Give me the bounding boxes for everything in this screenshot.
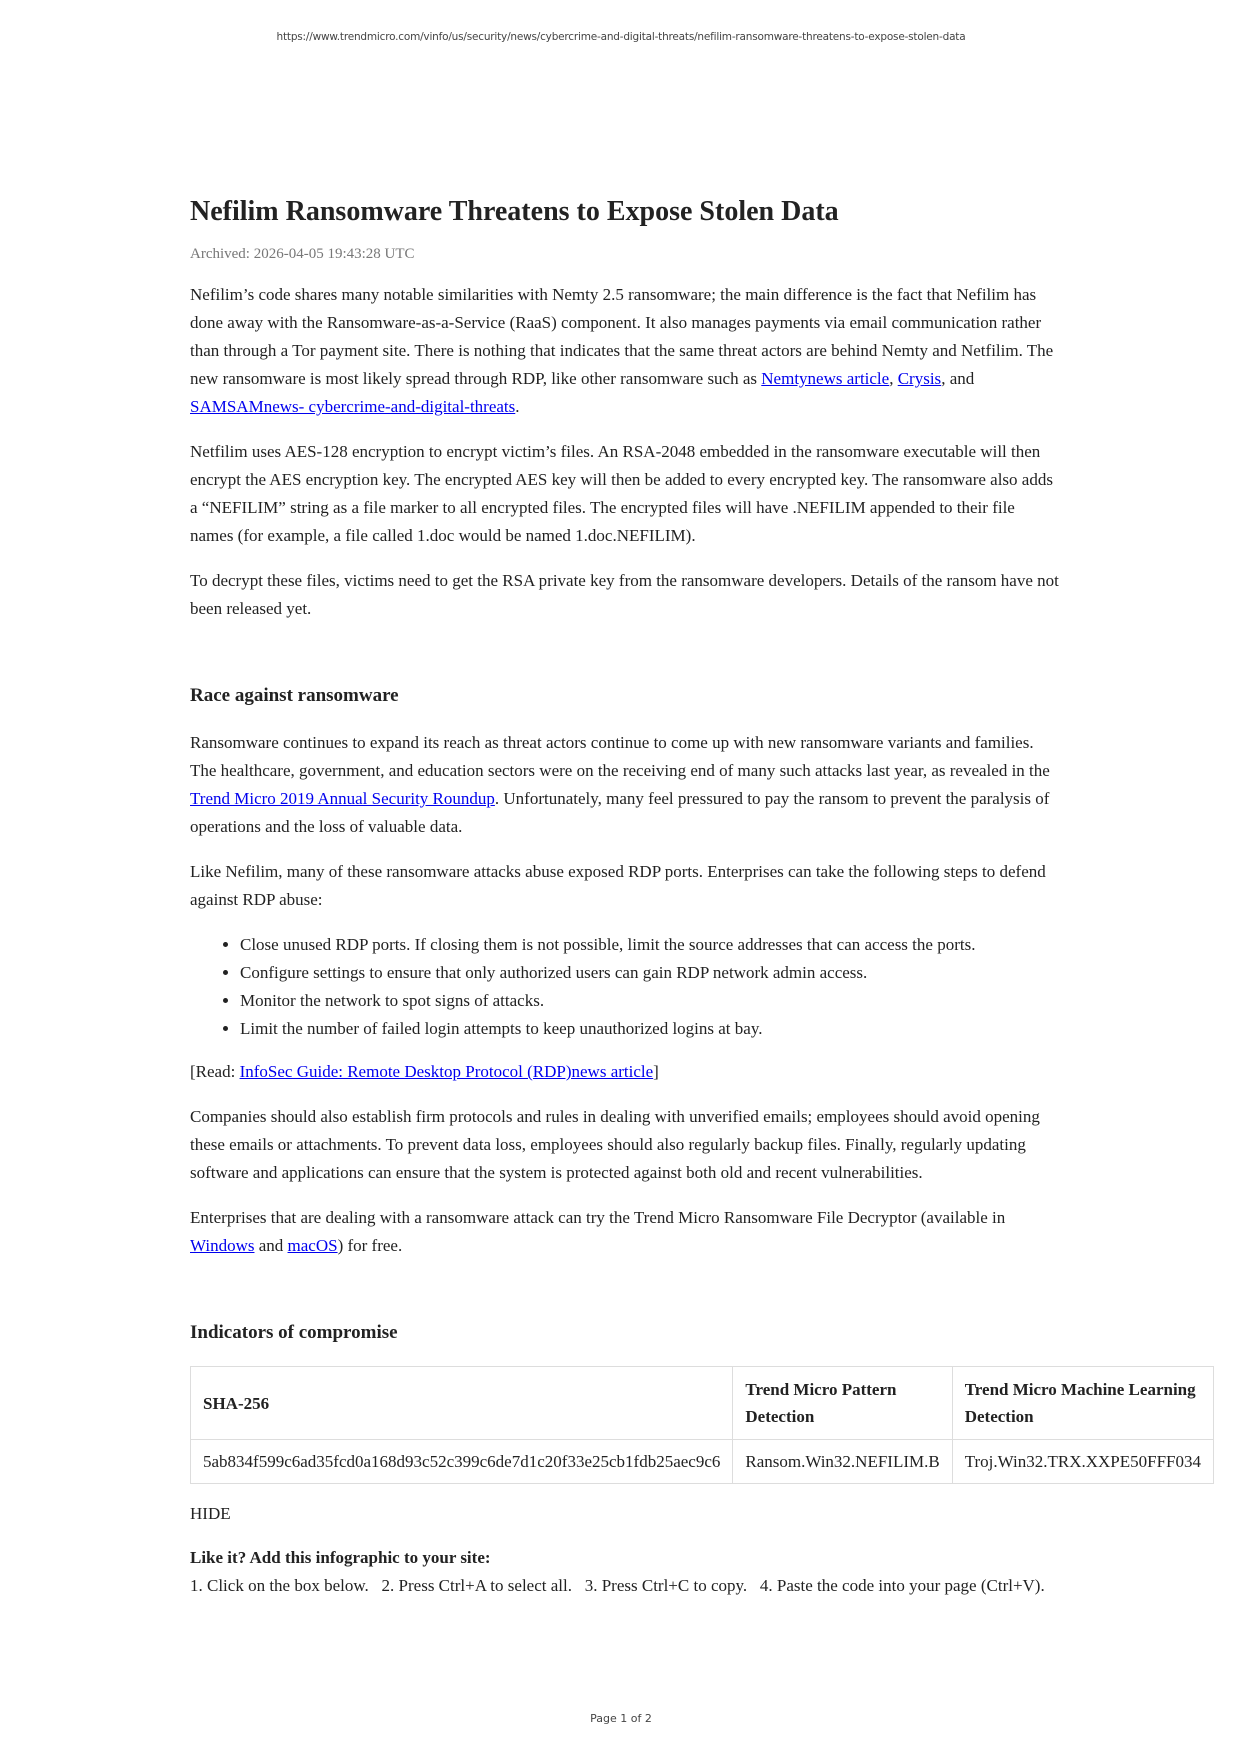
paragraph-text: Enterprises that are dealing with a ransomware attack can try the Trend Micro Ransomware File Decryptor (available in (190, 1208, 1006, 1227)
separator: , (889, 369, 898, 388)
macos-link[interactable]: macOS (287, 1236, 338, 1255)
separator: , and (941, 369, 975, 388)
list-item: • Close unused RDP ports. If closing them is not possible, limit the source addresses that can access the ports. (240, 931, 1060, 959)
article (190, 196, 1201, 1617)
cell-pattern-detection: Ransom.Win32.NEFILIM.B (733, 1440, 952, 1484)
paragraph-decrypt: To decrypt these files, victims need to get the RSA private key from the ransomware developers. Details of the ransom have not been released yet. (190, 571, 1059, 618)
samsam-link[interactable]: SAMSAMnews- cybercrime-and-digital-threats (190, 397, 516, 416)
paragraph-text: . Unfortunately, many feel pressured to pay the ransom to prevent the paralysis of operations and the loss of valuable data. (190, 789, 1050, 836)
header-ml-detection: Trend Micro Machine Learning Detection (952, 1367, 1213, 1440)
windows-link[interactable]: Windows (190, 1236, 255, 1255)
paragraph-text: Nefilim’s code shares many notable similarities with Nemty 2.5 ransomware; the main difference is the fact that Nefilim has done away with the Ransomware-as-a-Service (RaaS) component. It also manages payments via email communication rather than through a Tor payment site. There is nothing that indicates that the same threat actors are behind Nemty and Netfilim. The new ransomware is most likely spread through RDP, like other ransomware such as (190, 285, 1054, 388)
read-more (190, 1058, 1060, 1086)
cell-sha256: 5ab834f599c6ad35fcd0a168d93c52c399c6de7d1c20f33e25cb1fdb25aec9c6 (191, 1440, 733, 1484)
read-prefix: [Read: (190, 1062, 240, 1081)
paragraph-text: ) for free. (337, 1236, 403, 1255)
cell-ml-detection: Troj.Win32.TRX.XXPE50FFF034 (952, 1440, 1213, 1484)
list-item: • Monitor the network to spot signs of attacks. (240, 987, 1060, 1015)
paragraph-rdp: Like Nefilim, many of these ransomware attacks abuse exposed RDP ports. Enterprises can take the following steps to defend against RDP abuse: (190, 862, 1046, 909)
crysis-link[interactable]: Crysis (897, 369, 942, 388)
infographic-steps: 1. Click on the box below. 2. Press Ctrl+A to select all. 3. Press Ctrl+C to copy. 4. Paste the code into your page (Ctrl+V). (190, 1576, 1045, 1595)
ioc-table-container[interactable] (190, 1366, 1201, 1484)
list-item: • Limit the number of failed login attempts to keep unauthorized logins at bay. (240, 1015, 1060, 1043)
infosec-guide-link[interactable]: InfoSec Guide: Remote Desktop Protocol (RDP)news article (239, 1062, 654, 1081)
paragraph-ransomware-reach (190, 729, 1060, 841)
paragraph-text: and (254, 1236, 288, 1255)
list-item: • Configure settings to ensure that only authorized users can gain RDP network admin access. (240, 959, 1060, 987)
infographic-heading-text: Like it? Add this infographic to your site: (190, 1548, 491, 1567)
paragraph-intro (190, 281, 1060, 421)
section-heading-ioc: Indicators of compromise (190, 1322, 398, 1343)
header-sha256: SHA-256 (191, 1367, 733, 1440)
paragraph-decryptor (190, 1204, 1060, 1260)
page-title: Nefilim Ransomware Threatens to Expose Stolen Data (190, 196, 839, 227)
infographic-heading (190, 1544, 1060, 1572)
table-header-row (191, 1367, 1214, 1440)
hide-toggle[interactable]: HIDE (190, 1504, 231, 1523)
paragraph-encryption: Netfilim uses AES-128 encryption to encrypt victim’s files. An RSA-2048 embedded in the ransomware executable will then encrypt the AES encryption key. The encrypted AES key will then be added to every encrypted key. The ransomware also adds a “NEFILIM” string as a file marker to all encrypted files. The encrypted files will have .NEFILIM appended to their file names (for example, a file called 1.doc would be named 1.doc.NEFILIM). (190, 442, 1053, 545)
separator: . (515, 397, 520, 416)
paragraph-text: Ransomware continues to expand its reach as threat actors continue to come up with new ransomware variants and families. The healthcare, government, and education sectors were on the receiving end of many such attacks last year, as revealed in the (190, 733, 1050, 780)
section-heading-race: Race against ransomware (190, 685, 399, 706)
paragraph-protocols: Companies should also establish firm protocols and rules in dealing with unverified emails; employees should avoid opening these emails or attachments. To prevent data loss, employees should also regularly backup files. Finally, regularly updating software and applications can ensure that the system is protected against both old and recent vulnerabilities. (190, 1107, 1040, 1182)
roundup-link[interactable]: Trend Micro 2019 Annual Security Roundup (190, 789, 495, 808)
nemty-link[interactable]: Nemtynews article (761, 369, 890, 388)
page-number: Page 1 of 2 (590, 1712, 652, 1725)
read-suffix: ] (653, 1062, 659, 1081)
header-pattern-detection: Trend Micro Pattern Detection (733, 1367, 952, 1440)
ioc-table (190, 1366, 1214, 1484)
page-url: https://www.trendmicro.com/vinfo/us/security/news/cybercrime-and-digital-threats/nefilim-ransomware-threatens-to-expose-stolen-data (276, 31, 966, 43)
table-row (191, 1440, 1214, 1484)
rdp-steps-list (190, 931, 1060, 1043)
archived-timestamp: Archived: 2026-04-05 19:43:28 UTC (190, 246, 415, 262)
